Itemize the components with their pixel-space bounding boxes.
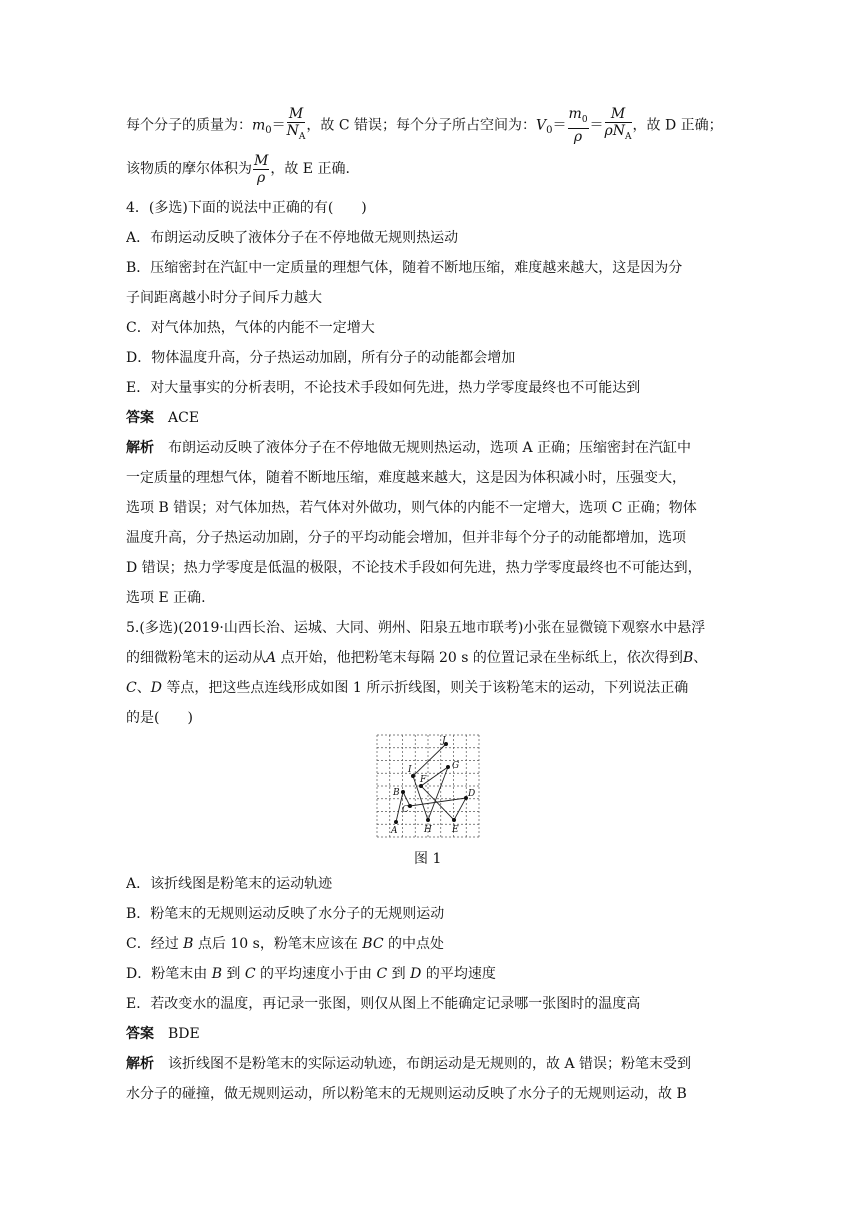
text-line	[126, 150, 738, 188]
explanation-line: 一定质量的理想气体，随着不断地压缩，难度越来越大，这是因为体积减小时，压强变大，	[126, 470, 686, 486]
point-g	[446, 765, 450, 769]
var: V	[536, 117, 547, 134]
fraction	[605, 106, 632, 144]
text: 该物质的摩尔体积为	[126, 161, 252, 177]
var: ρN	[604, 123, 626, 139]
text: 的细微粉笔末的运动从	[126, 650, 266, 666]
sub: A	[298, 131, 306, 142]
explanation-line: 温度升高，分子热运动加剧，分子的平均动能会增加，但并非每个分子的动能都增加，选项	[126, 530, 686, 546]
var: m	[252, 117, 266, 134]
text: 、	[136, 680, 151, 696]
answer-line	[126, 408, 738, 428]
question-stem: 5.(多选)(2019·山西长治、运城、大同、朔州、阳泉五地市联考)小张在显微镜下观察水中悬浮	[126, 620, 706, 636]
label-g: G	[452, 761, 460, 771]
var: N	[286, 123, 299, 139]
answer-value: BDE	[168, 1026, 200, 1042]
var: B	[183, 936, 194, 952]
brownian-grid-figure	[376, 734, 480, 838]
point-a	[394, 820, 398, 824]
sub: A	[625, 131, 632, 142]
text: 到	[221, 966, 245, 982]
text: 等点，把这些点连线形成如图 1 所示折线图，则关于该粉笔末的运动，下列说法正确	[161, 680, 689, 696]
text: D．粉笔末由	[126, 966, 212, 982]
denominator	[605, 123, 632, 144]
var: C	[376, 966, 388, 982]
answer-value: ACE	[168, 410, 200, 426]
option-b: B．粉笔末的无规则运动反映了水分子的无规则运动	[126, 906, 445, 922]
point-e	[452, 818, 456, 822]
text: ＝	[271, 117, 286, 134]
fraction	[568, 106, 589, 144]
numerator: M	[287, 106, 306, 123]
option-b-cont: 子间距离越小时分子间斥力越大	[126, 290, 322, 306]
text: 、	[693, 650, 708, 666]
var: A	[266, 650, 277, 666]
option-b: B．压缩密封在汽缸中一定质量的理想气体，随着不断地压缩，难度越来越大，这是因为分	[126, 260, 683, 276]
option-a: A．布朗运动反映了液体分子在不停地做无规则热运动	[126, 230, 459, 246]
var: C	[126, 680, 137, 696]
numerator: M	[254, 152, 269, 169]
text: ＝	[589, 117, 604, 134]
fraction	[253, 153, 269, 186]
text: 每个分子的质量为：	[126, 117, 252, 134]
question-stem	[126, 648, 738, 668]
explanation-line	[126, 1054, 738, 1074]
denominator: ρ	[573, 128, 583, 144]
option-d	[126, 964, 738, 984]
var: D	[150, 680, 162, 696]
sub: 0	[581, 114, 588, 125]
denominator: ρ	[257, 169, 266, 186]
explanation-line: 水分子的碰撞，做无规则运动，所以粉笔末的无规则运动反映了水分子的无规则运动，故 B	[126, 1086, 687, 1102]
numerator	[568, 106, 589, 129]
fraction	[287, 106, 306, 144]
denominator	[287, 123, 306, 144]
text: 的平均速度小于由	[255, 966, 377, 982]
option-d: D．物体温度升高，分子热运动加剧，所有分子的动能都会增加	[126, 350, 516, 366]
explanation-line	[126, 438, 738, 458]
question-stem: 4．(多选)下面的说法中正确的有( )	[126, 200, 367, 216]
option-c	[126, 934, 738, 954]
option-a: A．该折线图是粉笔末的运动轨迹	[126, 876, 333, 892]
var: B	[682, 650, 694, 666]
sub: 0	[265, 125, 272, 137]
explanation-line: 选项 E 正确.	[126, 590, 206, 606]
label-e: E	[452, 825, 459, 835]
label-d: D	[468, 789, 476, 799]
label-c: C	[402, 805, 409, 815]
var: BC	[362, 936, 384, 952]
text-line	[126, 106, 738, 144]
label-f: F	[420, 775, 427, 785]
point-i	[411, 774, 415, 778]
explanation-label: 解析	[126, 1056, 154, 1072]
text: ＝	[552, 117, 567, 134]
label-b: B	[393, 788, 400, 798]
sub: 0	[546, 125, 553, 137]
label-j: J	[442, 736, 446, 746]
text: 的中点处	[383, 936, 444, 952]
var: C	[244, 966, 256, 982]
question-stem: 的是( )	[126, 710, 193, 726]
text: 点开始，他把粉笔末每隔 20 s 的位置记录在坐标纸上，依次得到	[276, 650, 683, 666]
label-i: I	[408, 765, 412, 775]
text: C．经过	[126, 936, 184, 952]
text: 点后 10 s，粉笔末应该在	[193, 936, 363, 952]
answer-line	[126, 1024, 738, 1044]
text: ，故 E 正确.	[270, 161, 350, 177]
var: D	[410, 966, 422, 982]
explanation-line: D 错误；热力学零度是低温的极限，不论技术手段如何先进，热力学零度最终也不可能达到，	[126, 560, 702, 576]
answer-label: 答案	[126, 410, 154, 426]
point-b	[401, 790, 405, 794]
answer-label: 答案	[126, 1026, 154, 1042]
label-a: A	[391, 826, 398, 836]
text: 到	[387, 966, 411, 982]
text: 的平均速度	[421, 966, 496, 982]
numerator: M	[605, 106, 632, 123]
explanation-line: 选项 B 错误；对气体加热，若气体对外做功，则气体的内能不一定增大，选项 C 正确；物体	[126, 500, 697, 516]
figure-caption: 图 1	[414, 851, 442, 867]
var: m	[568, 106, 582, 122]
option-e: E．对大量事实的分析表明，不论技术手段如何先进，热力学零度最终也不可能达到	[126, 380, 641, 396]
option-c: C．对气体加热，气体的内能不一定增大	[126, 320, 375, 336]
text: ，故 C 错误；每个分子所占空间为：	[306, 117, 537, 134]
label-h: H	[424, 825, 432, 835]
option-e: E．若改变水的温度，再记录一张图，则仅从图上不能确定记录哪一张图时的温度高	[126, 996, 641, 1012]
text: 该折线图不是粉笔末的实际运动轨迹，布朗运动是无规则的，故 A 错误；粉笔末受到	[168, 1056, 692, 1072]
var: B	[211, 966, 222, 982]
point-h	[426, 818, 430, 822]
text: ，故 D 正确；	[632, 117, 723, 134]
question-stem	[126, 678, 738, 698]
text: 布朗运动反映了液体分子在不停地做无规则热运动，选项 A 正确；压缩密封在汽缸中	[168, 440, 692, 456]
explanation-label: 解析	[126, 440, 154, 456]
